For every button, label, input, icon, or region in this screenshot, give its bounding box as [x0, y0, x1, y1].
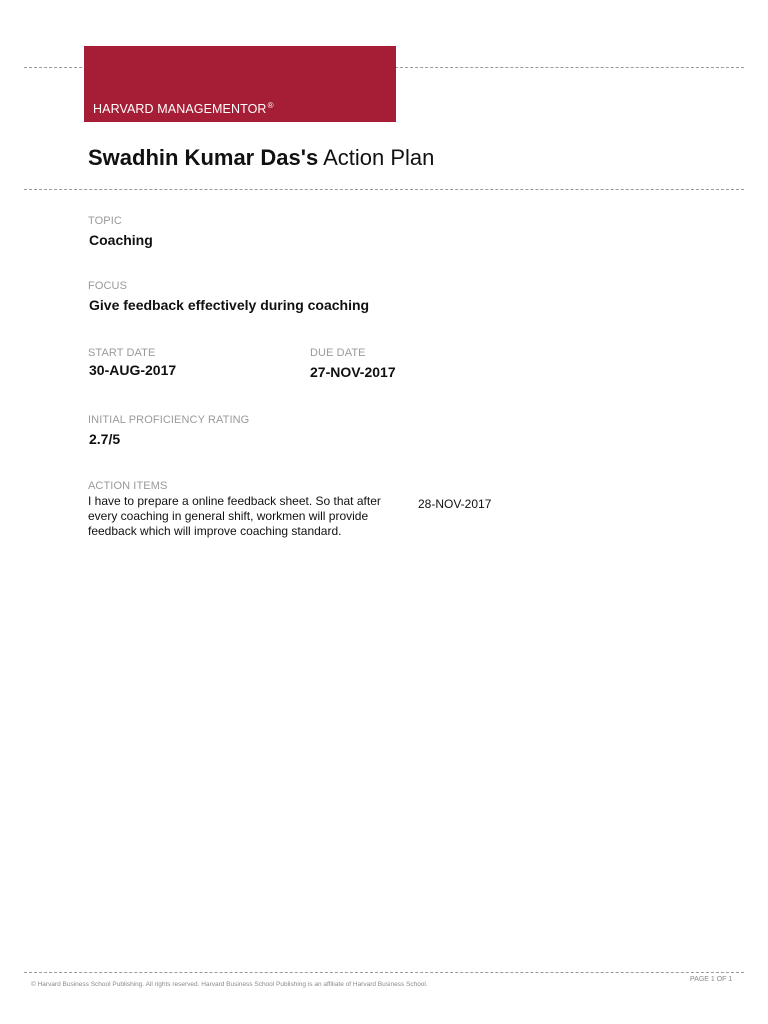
footer-divider [24, 972, 744, 973]
focus-value: Give feedback effectively during coaching [89, 297, 370, 313]
brand-banner [84, 46, 396, 122]
proficiency-label: INITIAL PROFICIENCY RATING [88, 414, 250, 426]
topic-value: Coaching [89, 232, 153, 248]
start-date-value: 30-AUG-2017 [89, 362, 177, 378]
due-date-value: 27-NOV-2017 [310, 364, 396, 380]
topic-label: TOPIC [88, 215, 122, 227]
page-title-suffix: Action Plan [323, 145, 435, 170]
due-date-label: DUE DATE [310, 347, 366, 359]
start-date-label: START DATE [88, 347, 156, 359]
action-items-label: ACTION ITEMS [88, 480, 168, 492]
plan-owner-name: Swadhin Kumar Das's [88, 145, 319, 170]
action-item-text: I have to prepare a online feedback sheet. So that after every coaching in general shift, workmen will provide feedback which will improve coaching standard. [88, 494, 381, 538]
page-title [88, 145, 434, 171]
footer-copyright: © Harvard Business School Publishing. All rights reserved. Harvard Business School Publishing is an affiliate of Harvard Business School. [31, 981, 428, 988]
registered-mark: ® [267, 101, 274, 110]
brand-logo-text [93, 101, 274, 116]
brand-name: HARVARD MANAGEMENTOR [93, 102, 267, 116]
focus-label: FOCUS [88, 280, 127, 292]
proficiency-value: 2.7/5 [89, 431, 121, 447]
page-number: PAGE 1 OF 1 [690, 976, 733, 983]
title-divider [24, 189, 744, 190]
action-item-date: 28-NOV-2017 [418, 497, 492, 511]
